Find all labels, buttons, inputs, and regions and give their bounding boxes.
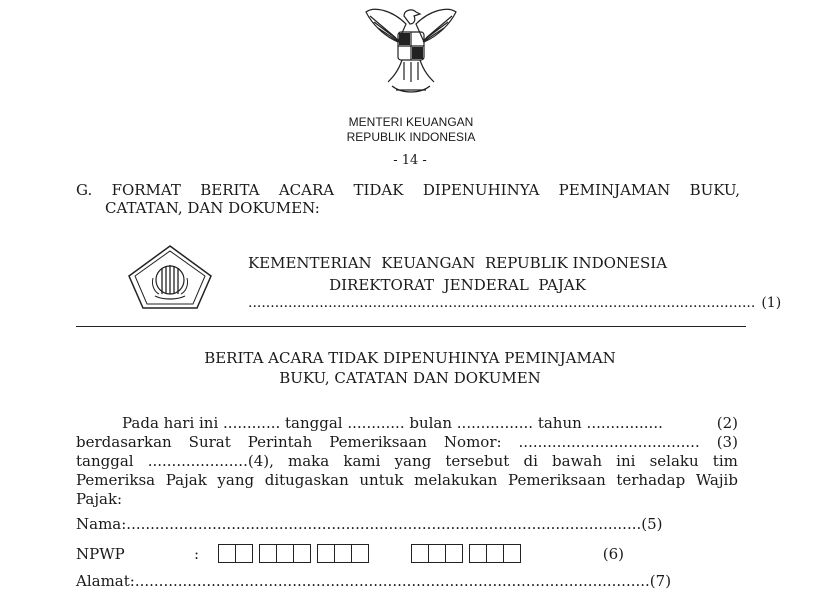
body-word: Nomor: <box>443 433 502 451</box>
npwp-digit-box <box>276 544 294 563</box>
npwp-digit-box <box>445 544 463 563</box>
body-line-2 <box>76 433 738 452</box>
npwp-group-4 <box>411 544 463 563</box>
npwp-digit-box <box>351 544 369 563</box>
alamat-dots: ............................................................................................................ <box>134 572 650 590</box>
document-title-line-1: BERITA ACARA TIDAK DIPENUHINYA PEMINJAMAN <box>204 349 616 367</box>
body-word: ditugaskan <box>264 471 349 489</box>
body-word: untuk <box>359 471 404 489</box>
heading-word: BERITA <box>200 181 260 199</box>
npwp-label: NPWP <box>76 544 125 563</box>
page-number: - 14 - <box>393 153 427 168</box>
body-line-3 <box>76 452 738 471</box>
heading-word: ACARA <box>278 181 335 199</box>
heading-word: DIPENUHINYA <box>422 181 540 199</box>
heading-word: FORMAT <box>111 181 181 199</box>
npwp-group-3 <box>317 544 369 563</box>
nama-dots: ............................................................................................................ <box>126 515 642 533</box>
npwp-digit-box <box>259 544 277 563</box>
body-word: tanggal <box>76 452 134 470</box>
body-line-5: Pajak: <box>76 490 123 508</box>
ministry-title <box>300 115 522 145</box>
document-title-line-2: BUKU, CATATAN DAN DOKUMEN <box>279 369 541 387</box>
ref-2: (2) <box>716 414 738 432</box>
document-title <box>150 348 670 388</box>
body-word: bawah <box>552 452 603 470</box>
body-word: Surat <box>188 433 231 451</box>
ministry-line-2: REPUBLIK INDONESIA <box>346 130 476 144</box>
body-word: kami <box>343 452 381 470</box>
body-line-1-text: Pada hari ini ............ tanggal ............ bulan ................ tahun ................ <box>122 414 663 432</box>
section-heading <box>76 181 740 217</box>
npwp-digit-box <box>486 544 504 563</box>
garuda-emblem-icon <box>362 2 460 102</box>
body-line-1 <box>76 414 738 433</box>
body-word: Pajak <box>165 471 207 489</box>
office-name-ref: (1) <box>761 295 782 311</box>
body-word: Pemeriksaan <box>329 433 427 451</box>
body-word: berdasarkan <box>76 433 172 451</box>
npwp-boxes <box>218 544 594 563</box>
body-word: maka <box>288 452 330 470</box>
npwp-digit-box <box>235 544 253 563</box>
alamat-colon: : <box>129 572 135 590</box>
npwp-digit-box <box>503 544 521 563</box>
npwp-digit-box <box>411 544 429 563</box>
nama-colon: : <box>121 515 127 533</box>
heading-word: BUKU, <box>689 181 740 199</box>
letterhead-line-1: KEMENTERIAN KEUANGAN REPUBLIK INDONESIA <box>247 254 668 272</box>
sp-number-dots: ...................................... <box>518 433 700 451</box>
section-letter: G. <box>76 181 93 199</box>
npwp-group-5 <box>469 544 521 563</box>
ministry-line-1: MENTERI KEUANGAN <box>348 115 474 129</box>
letterhead <box>240 252 675 296</box>
section-heading-line-1 <box>76 181 740 199</box>
body-word: Perintah <box>247 433 313 451</box>
letterhead-line-2: DIREKTORAT JENDERAL PAJAK <box>329 276 586 294</box>
heading-word: PEMINJAMAN <box>558 181 671 199</box>
body-word: Pemeriksaan <box>508 471 606 489</box>
ref-6: (6) <box>602 544 624 563</box>
field-npwp <box>76 544 624 563</box>
npwp-colon: : <box>194 544 200 563</box>
letterhead-divider <box>76 326 746 327</box>
body-word: Pemeriksa <box>76 471 156 489</box>
nama-label: Nama <box>76 515 122 533</box>
npwp-digit-box <box>293 544 311 563</box>
npwp-digit-box <box>334 544 352 563</box>
heading-word: TIDAK <box>353 181 404 199</box>
alamat-label: Alamat <box>76 572 130 590</box>
kemenkeu-logo-icon <box>127 244 213 310</box>
body-word: yang <box>394 452 432 470</box>
ref-7: (7) <box>649 572 672 590</box>
body-word: di <box>523 452 538 470</box>
body-line-4 <box>76 471 738 490</box>
ref-3: (3) <box>716 433 738 451</box>
body-word: tersebut <box>445 452 510 470</box>
ref-5: (5) <box>641 515 663 533</box>
npwp-digit-box <box>428 544 446 563</box>
body-word: yang <box>217 471 255 489</box>
npwp-group-2 <box>259 544 311 563</box>
section-heading-line-2: CATATAN, DAN DOKUMEN: <box>105 199 320 217</box>
body-word: tim <box>712 452 738 470</box>
npwp-digit-box <box>218 544 236 563</box>
body-text <box>76 414 738 509</box>
body-word: Wajib <box>695 471 738 489</box>
field-nama <box>76 515 663 533</box>
npwp-digit-box <box>469 544 487 563</box>
npwp-digit-box <box>317 544 335 563</box>
office-name-dots: .................................................................................................................. <box>248 295 756 311</box>
body-word: ini <box>616 452 636 470</box>
field-alamat <box>76 572 672 590</box>
body-word: melakukan <box>414 471 498 489</box>
office-name-line <box>248 295 782 311</box>
body-word: terhadap <box>616 471 686 489</box>
body-word: selaku <box>649 452 699 470</box>
npwp-group-1 <box>218 544 253 563</box>
body-word: .....................(4), <box>147 452 274 470</box>
